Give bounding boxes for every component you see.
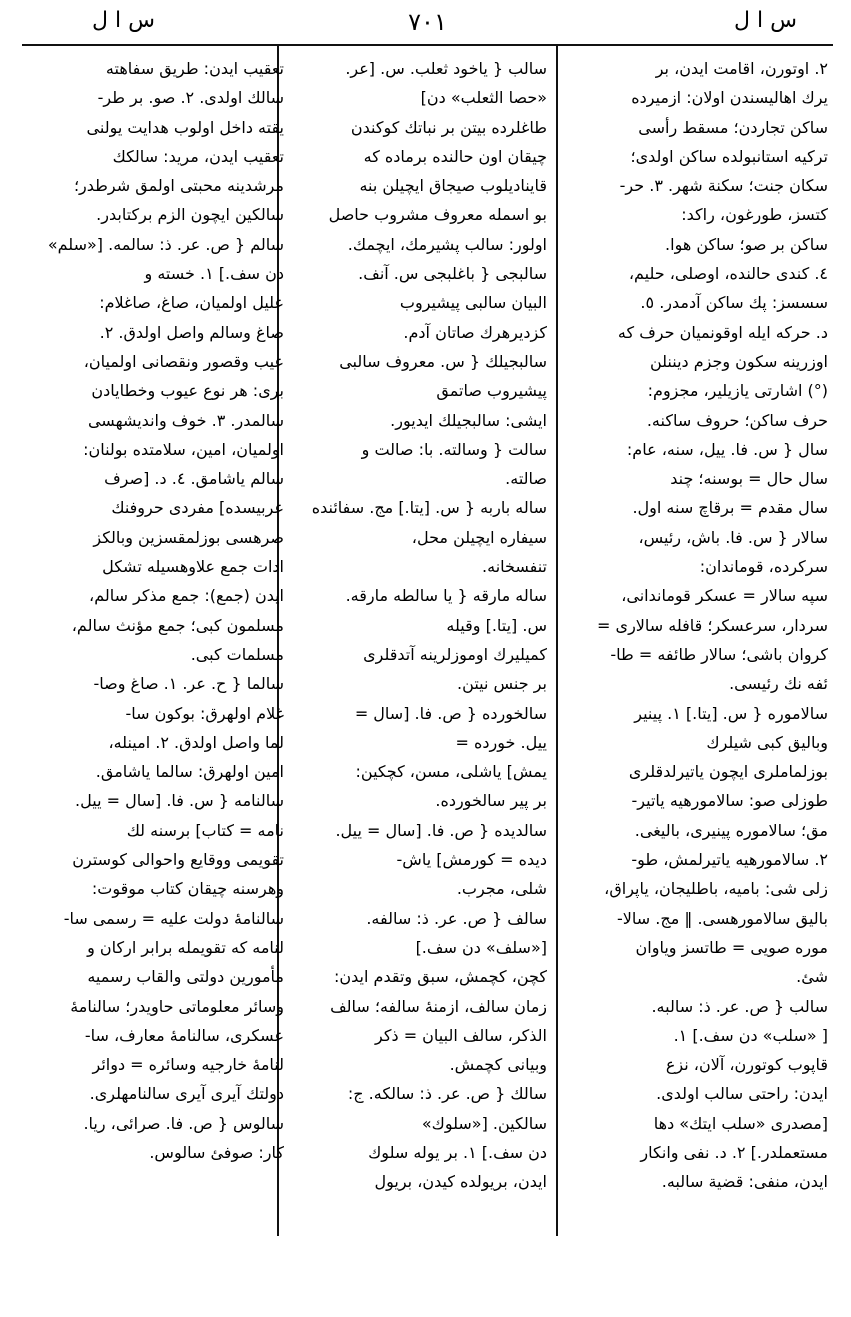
text-line: طوزلى صو: سالامورهيه ياتير- bbox=[631, 791, 828, 811]
text-line: موره صويى = طاتسز وياوان bbox=[635, 937, 828, 957]
text-line: سكان جنت؛ سكنة شهر. ٣. حر- bbox=[619, 176, 828, 196]
text-line: ديده = كورمش] ياش- bbox=[396, 850, 547, 870]
text-line: ايدن: راحتى سالب اولدى. bbox=[656, 1084, 828, 1104]
text-line: ايدن (جمع): جمع مذكر سالم، bbox=[89, 586, 284, 606]
text-line: اوزرينه سكون وجزم ديننلن bbox=[649, 351, 828, 371]
text-line: بر جنس نيتن. bbox=[457, 674, 547, 694]
text-line: دن سف.] ١. خسته و bbox=[144, 264, 284, 284]
text-line: سالخورده { ص. فا. [سال = bbox=[354, 703, 547, 723]
text-line: سالديده { ص. فا. [سال = ييل. bbox=[335, 820, 547, 840]
text-line: مأمورين دولتى والقاب رسميه bbox=[87, 967, 284, 987]
text-line: سالمدر. ٣. خوف واندیشهسى bbox=[87, 410, 284, 430]
text-line: اولور: سالب پشيرمك، ايچمك. bbox=[347, 234, 547, 254]
text-line: سال حال = بوسنه؛ چند bbox=[670, 469, 828, 489]
text-line: [ «سلب» دن سف.] ١. bbox=[673, 1025, 828, 1045]
text-line: چيقان اون حالنده برماده كه bbox=[363, 146, 547, 166]
text-line: ادات جمع علاوهسيله تشكل bbox=[102, 557, 284, 577]
text-line: برى: هر نوع عيوب وخطايادن bbox=[91, 381, 284, 401]
text-line: شلى، مجرب. bbox=[456, 879, 547, 899]
text-line: زلى شى: باميه، باطليجان، ياپراق، bbox=[604, 879, 828, 899]
column-divider-right bbox=[556, 46, 558, 1236]
text-line: «حصا الثعلب» دن] bbox=[420, 88, 547, 108]
text-line: قاپوب كوتورن، آلان، نزع bbox=[665, 1055, 828, 1075]
text-line: شئ. bbox=[796, 967, 828, 987]
text-line: ئفه نك رئيسى. bbox=[729, 674, 828, 694]
text-line: تعقيب ايدن: طريق سفاهته bbox=[105, 59, 284, 78]
text-line: نامه = كتاب] برسنه لك bbox=[126, 820, 284, 840]
text-line: مق؛ سالاموره پينيرى، باليغى. bbox=[634, 820, 828, 840]
text-line: سالب { ص. عر. ذ: سالبه. bbox=[651, 996, 828, 1016]
column-middle bbox=[285, 54, 547, 1197]
text-line: عسكرى، سالنامهٔ معارف، سا- bbox=[84, 1025, 284, 1045]
text-line: مرشدينه محبتى اولمق شرطدر؛ bbox=[73, 176, 284, 196]
text-line: سپه سالار = عسكر قوماندانى، bbox=[621, 586, 828, 606]
text-line: ساكن تجاردن؛ مسقط رأسى bbox=[638, 117, 828, 137]
text-line: ٤. كندى حالنده، اوصلى، حليم، bbox=[628, 264, 828, 284]
text-line: سالاموره { س. [يتا.] ١. پينير bbox=[634, 703, 828, 723]
text-line: دولتك آيرى آيرى سالنامهلرى. bbox=[89, 1084, 284, 1104]
text-line: كچن، كچمش، سبق وتقدم ايدن: bbox=[334, 967, 547, 987]
text-line: وبيانى كچمش. bbox=[449, 1055, 547, 1075]
text-line: تنفسخانه. bbox=[482, 557, 547, 577]
text-line: سالك { ص. عر. ذ: سالكه. ج: bbox=[347, 1084, 547, 1104]
text-line: ايدن، بريولده كيدن، بريول bbox=[374, 1172, 547, 1192]
text-line: ايشى: سالبجيلك ايديور. bbox=[390, 410, 547, 430]
text-line: سردار، سرعسكر؛ قافله سالارى = bbox=[597, 615, 828, 635]
column-right bbox=[566, 54, 828, 1197]
text-line: ٢. سالامورهيه ياتيرلمش، طو- bbox=[631, 850, 828, 870]
text-line: لما واصل اولدق. ٢. امينله، bbox=[108, 732, 284, 752]
running-head-right: س ا ل bbox=[734, 8, 797, 33]
text-line: صرهسى بوزلمقسزين وبالكز bbox=[93, 527, 284, 547]
text-line: كميليرك اوموزلرينه آتدقلرى bbox=[363, 644, 547, 664]
text-line: صالته. bbox=[505, 469, 547, 489]
text-line: مسلمون كبى؛ جمع مؤنث سالم، bbox=[71, 615, 284, 635]
text-line: سركرده، قوماندان: bbox=[699, 557, 828, 577]
text-line: طاغلرده بيتن بر نباتك كوكندن bbox=[350, 117, 547, 137]
text-line: سسسز: پك ساكن آدمدر. ٥. bbox=[640, 293, 828, 313]
text-line: مسلمات كبى. bbox=[190, 644, 284, 664]
text-line: (°) اشارتى يازيلير، مجزوم: bbox=[647, 381, 828, 401]
text-line: امين اولهرق: سالما ياشامق. bbox=[95, 762, 284, 782]
text-line: سيفاره ايچيلن محل، bbox=[411, 527, 547, 547]
text-line: لنامه كه تقويمله برابر اركان و bbox=[87, 937, 284, 957]
text-line: مستعملدر.] ٢. د. نفى وانكار bbox=[640, 1142, 828, 1162]
text-line: لنامهٔ خارجيه وسائره = دوائر bbox=[92, 1055, 284, 1075]
text-line: دن سف.] ١. بر يوله سلوك bbox=[368, 1142, 547, 1162]
text-line: سالكين. [«سلوك» bbox=[421, 1113, 547, 1133]
text-line: عربيسده] مفردى حروفنك bbox=[111, 498, 284, 518]
text-line: سالم ياشامق. ٤. د. [صرف bbox=[104, 469, 284, 489]
text-line: تركيه استانبولده ساكن اولدى؛ bbox=[630, 146, 828, 166]
text-line: عيب وقصور ونقصانى اولميان، bbox=[83, 351, 284, 371]
text-line: سالت { وسالته. با: صالت و bbox=[361, 439, 547, 459]
text-line: كتسز، طورغون، راكد: bbox=[681, 205, 828, 225]
text-line: ساله باربه { س. [يتا.] مج. سفائنده bbox=[311, 498, 547, 518]
text-line: البيان سالبى پيشيروب bbox=[399, 293, 547, 313]
text-line: تقويمى ووقايع واحوالى كوسترن bbox=[72, 850, 284, 870]
text-line: بوزلماملرى ايچون ياتيرلدقلرى bbox=[628, 762, 828, 782]
text-line: سالنامهٔ دولت عليه = رسمى سا- bbox=[63, 908, 284, 928]
text-line: كار: صوفئ سالوس. bbox=[149, 1142, 284, 1162]
text-line: د. حركه ايله اوقونميان حرف كه bbox=[617, 322, 828, 342]
text-line: س. [يتا.] وقيله bbox=[446, 615, 547, 635]
text-line: الذكر، سالف البيان = ذكر bbox=[375, 1025, 547, 1045]
text-line: [«سلف» دن سف.] bbox=[415, 937, 547, 957]
text-line: وسائر معلوماتى حاويدر؛ سالنامهٔ bbox=[70, 996, 284, 1016]
text-line: سالبجى { باغلبجى س. آنف. bbox=[358, 264, 547, 284]
page-number: ٧٠١ bbox=[408, 8, 447, 36]
text-line: ٢. اوتورن، اقامت ايدن، بر bbox=[655, 59, 828, 78]
column-left bbox=[22, 54, 284, 1167]
text-line: سال { س. فا. ييل، سنه، عام: bbox=[626, 439, 828, 459]
text-line: سالما { ح. عر. ١. صاغ وصا- bbox=[93, 674, 284, 694]
text-line: عليل اولميان، صاغ، صاغلام: bbox=[99, 293, 284, 313]
text-line: يمش] ياشلى، مسن، كچكين: bbox=[355, 762, 547, 782]
text-line: ايدن، منفى: قضية سالبه. bbox=[661, 1172, 828, 1192]
text-line: حرف ساكن؛ حروف ساكنه. bbox=[646, 410, 828, 430]
text-line: باليق سالامورهسى. ‖ مج. سالا- bbox=[617, 908, 828, 928]
text-line: سالكين ايچون الزم بركتابدر. bbox=[96, 205, 284, 225]
text-line: ساكن بر صو؛ ساكن هوا. bbox=[665, 234, 828, 254]
text-line: سالار { س. فا. باش، رئيس، bbox=[638, 527, 828, 547]
text-line: اولميان، امين، سلامتده بولنان: bbox=[83, 439, 284, 459]
text-line: پيشيروب صاتمق bbox=[436, 381, 547, 401]
text-line: سالبجيلك { س. معروف سالبى bbox=[339, 351, 547, 371]
text-line: سال مقدم = برقاچ سنه اول. bbox=[632, 498, 828, 518]
running-head-left: س ا ل bbox=[92, 8, 155, 33]
text-line: بو اسمله معروف مشروب حاصل bbox=[328, 205, 547, 225]
text-line: بر پير سالخورده. bbox=[435, 791, 547, 811]
text-line: سالنامه { س. فا. [سال = ييل. bbox=[75, 791, 284, 811]
page-header bbox=[22, 6, 833, 42]
text-line: سالم { ص. عر. ذ: سالمه. [«سلم» bbox=[47, 234, 284, 254]
header-rule bbox=[22, 44, 833, 46]
text-line: زمان سالف، ازمنهٔ سالفه؛ سالف bbox=[330, 996, 547, 1016]
text-line: وباليق كبى شيلرك bbox=[706, 732, 828, 752]
text-line: سالوس { ص. فا. صرائى، ريا. bbox=[83, 1113, 284, 1133]
text-line: وهرسنه چيقان كتاب موقوت: bbox=[91, 879, 284, 899]
text-line: سالك اولدى. ٢. صو. بر طر- bbox=[97, 88, 284, 108]
text-line: سالب { ياخود ثعلب. س. [عر. bbox=[345, 59, 547, 78]
text-line: صاغ وسالم واصل اولدق. ٢. bbox=[99, 322, 284, 342]
text-line: ساله مارقه { يا سالطه مارقه. bbox=[345, 586, 547, 606]
text-line: كروان باشى؛ سالار طائفه = طا- bbox=[610, 644, 828, 664]
text-line: تعقيب ايدن، مريد: سالكك bbox=[112, 146, 284, 166]
text-line: غلام اولهرق: بوكون سا- bbox=[125, 703, 284, 723]
text-line: كزديرهرك صاتان آدم. bbox=[403, 322, 547, 342]
text-line: يقته داخل اولوب هدايت يولنى bbox=[86, 117, 284, 137]
text-line: [مصدرى «سلب ايتك» دها bbox=[653, 1113, 828, 1133]
text-line: ييل. خورده = bbox=[455, 732, 547, 752]
text-line: سالف { ص. عر. ذ: سالفه. bbox=[366, 908, 547, 928]
text-line: يرك اهاليسندن اولان: ازميرده bbox=[631, 88, 828, 108]
text-line: قايناديلوب صيجاق ايچيلن بنه bbox=[359, 176, 547, 196]
